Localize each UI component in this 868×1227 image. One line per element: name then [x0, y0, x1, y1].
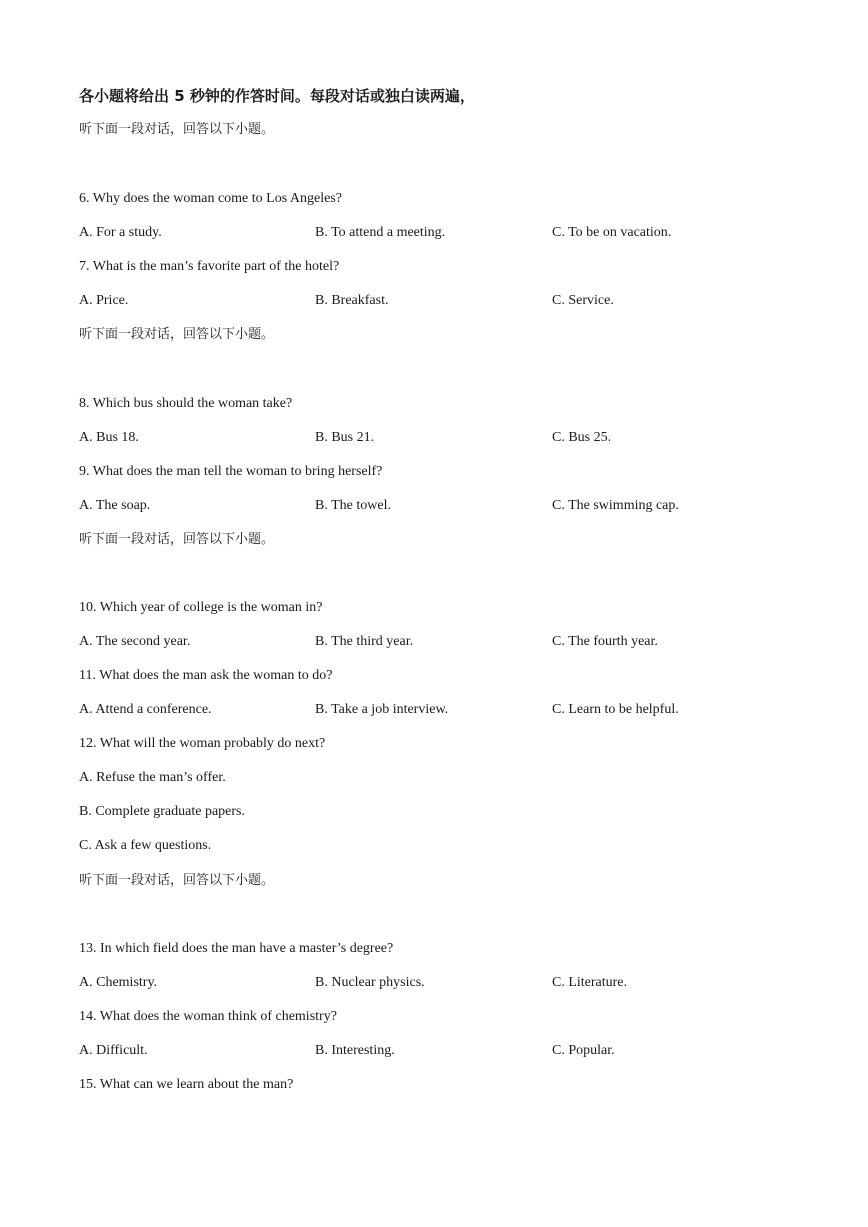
- question-13-option-b: B. Nuclear physics.: [315, 975, 425, 990]
- question-14-options: [79, 1041, 819, 1061]
- question-9-options: [79, 496, 819, 516]
- question-14-stem: 14. What does the woman think of chemistry?: [79, 1009, 337, 1024]
- question-6-option-c: C. To be on vacation.: [552, 225, 672, 240]
- question-8-option-c: C. Bus 25.: [552, 430, 612, 445]
- question-14-option-b: B. Interesting.: [315, 1043, 395, 1058]
- question-13-option-a: A. Chemistry.: [79, 975, 158, 990]
- question-9-stem: 9. What does the man tell the woman to bring herself?: [79, 464, 383, 479]
- question-13-stem: 13. In which field does the man have a master’s degree?: [79, 941, 394, 956]
- question-12-option-b: B. Complete graduate papers.: [79, 804, 246, 819]
- question-14-option-a: A. Difficult.: [79, 1043, 148, 1058]
- question-11-stem: 11. What does the man ask the woman to do?: [79, 668, 333, 683]
- question-10-stem: 10. Which year of college is the woman in?: [79, 600, 323, 615]
- question-7-options: [79, 291, 819, 311]
- question-6-option-b: B. To attend a meeting.: [315, 225, 446, 240]
- question-9-option-a: A. The soap.: [79, 498, 151, 513]
- instruction-text: 听下面一段对话，回答以下小题。: [79, 532, 275, 547]
- question-12-stem: 12. What will the woman probably do next?: [79, 736, 326, 751]
- question-10-option-c: C. The fourth year.: [552, 634, 658, 649]
- question-11-option-c: C. Learn to be helpful.: [552, 702, 679, 717]
- question-8-option-a: A. Bus 18.: [79, 430, 139, 445]
- question-9-option-c: C. The swimming cap.: [552, 498, 679, 513]
- question-7-stem: 7. What is the man’s favorite part of the hotel?: [79, 259, 340, 274]
- question-6-stem: 6. Why does the woman come to Los Angeles?: [79, 191, 342, 206]
- question-11-option-b: B. Take a job interview.: [315, 702, 449, 717]
- instruction-text: 听下面一段对话，回答以下小题。: [79, 327, 275, 342]
- question-6-option-a: A. For a study.: [79, 225, 162, 240]
- question-7-option-c: C. Service.: [552, 293, 614, 308]
- question-6-options: [79, 223, 819, 243]
- question-7-option-b: B. Breakfast.: [315, 293, 389, 308]
- question-10-options: [79, 632, 819, 652]
- question-12-option-a: A. Refuse the man’s offer.: [79, 770, 226, 785]
- question-12-option-c: C. Ask a few questions.: [79, 838, 212, 853]
- question-15-stem: 15. What can we learn about the man?: [79, 1077, 294, 1092]
- question-14-option-c: C. Popular.: [552, 1043, 615, 1058]
- question-10-option-b: B. The third year.: [315, 634, 414, 649]
- question-8-stem: 8. Which bus should the woman take?: [79, 396, 293, 411]
- question-10-option-a: A. The second year.: [79, 634, 191, 649]
- question-11-option-a: A. Attend a conference.: [79, 702, 212, 717]
- question-7-option-a: A. Price.: [79, 293, 129, 308]
- question-9-option-b: B. The towel.: [315, 498, 391, 513]
- question-13-options: [79, 973, 819, 993]
- exam-page: [79, 0, 819, 1227]
- question-8-options: [79, 428, 819, 448]
- question-11-options: [79, 700, 819, 720]
- question-13-option-c: C. Literature.: [552, 975, 628, 990]
- instruction-text: 听下面一段对话，回答以下小题。: [79, 122, 275, 137]
- instruction-text: 听下面一段对话，回答以下小题。: [79, 873, 275, 888]
- section-heading: 各小题将给出 5 秒钟的作答时间。每段对话或独白读两遍，: [79, 87, 475, 105]
- question-8-option-b: B. Bus 21.: [315, 430, 375, 445]
